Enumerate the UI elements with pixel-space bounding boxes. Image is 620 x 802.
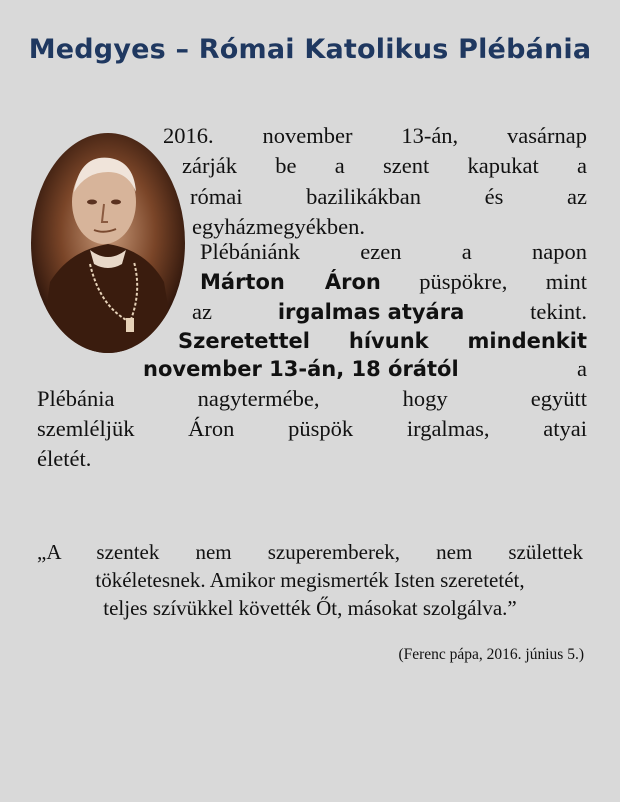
- announcement-line-6: Márton Áron püspökre, mint: [200, 269, 587, 294]
- event-time-line: november 13-án, 18 órától a: [143, 354, 587, 384]
- invitation-heading: Szeretettel hívunk mindenkit: [178, 329, 587, 353]
- announcement-line-3: római bazilikákban és az: [190, 184, 587, 209]
- quote-citation: (Ferenc pápa, 2016. június 5.): [398, 646, 584, 663]
- merciful-father-text: irgalmas atyára: [277, 300, 465, 324]
- announcement-line-10: Plébánia nagytermébe, hogy együtt: [37, 386, 587, 411]
- quote-line-2: tökéletesnek. Amikor megismerték Isten szeretetét,: [95, 568, 525, 592]
- announcement-line-12: életét.: [37, 446, 92, 471]
- quote-line-1: „A szentek nem szuperemberek, nem születtek: [37, 540, 583, 564]
- announcement-line-1: 2016. november 13-án, vasárnap: [163, 123, 587, 148]
- announcement-line-7: az irgalmas atyára tekint.: [192, 297, 587, 327]
- bishop-portrait-icon: [30, 132, 186, 354]
- announcement-line-5: Plébániánk ezen a napon: [200, 239, 587, 264]
- bishop-name: Márton Áron: [200, 270, 381, 294]
- quote-line-3: teljes szívükkel követték Őt, másokat szolgálva.”: [103, 596, 517, 620]
- page-title: Medgyes – Római Katolikus Plébánia: [28, 34, 592, 65]
- event-datetime: november 13-án, 18 órától: [143, 357, 459, 381]
- announcement-line-2: zárják be a szent kapukat a: [182, 153, 587, 178]
- announcement-line-4: egyházmegyékben.: [192, 214, 366, 239]
- announcement-line-11: szemléljük Áron püspök irgalmas, atyai: [37, 416, 587, 441]
